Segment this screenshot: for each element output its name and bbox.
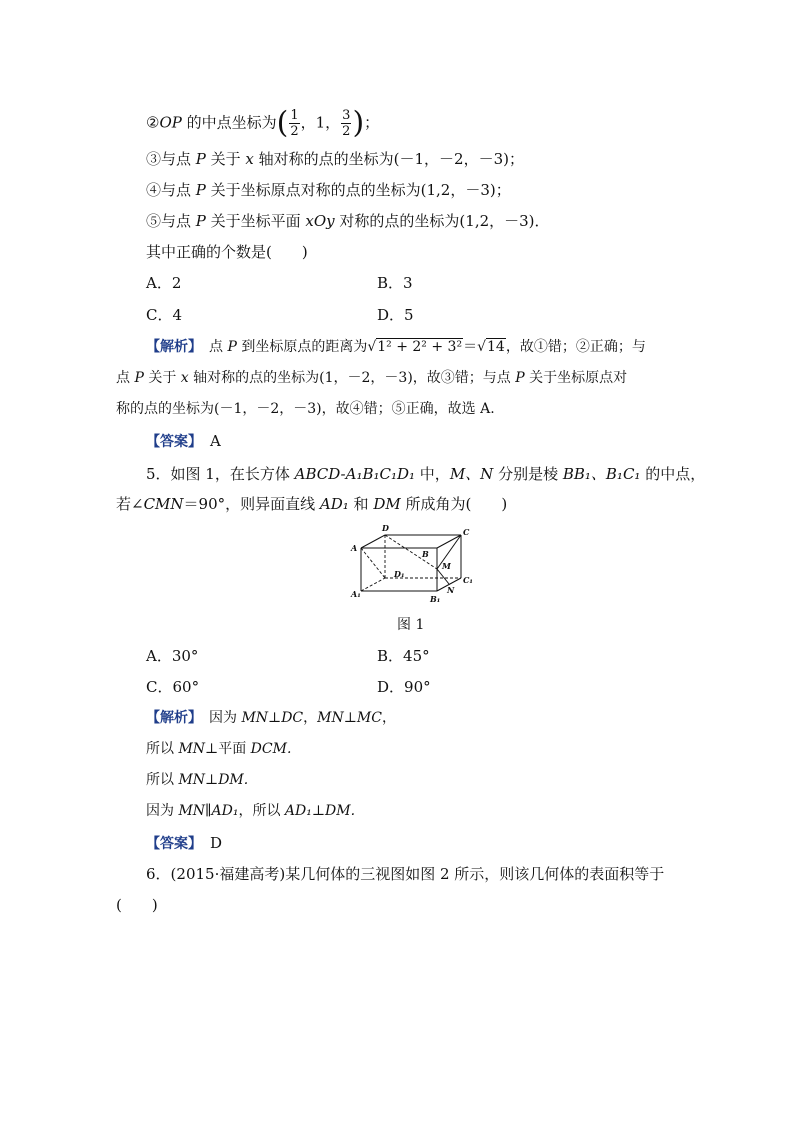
text: 轴对称的点的坐标为(－1，－2，－3)； bbox=[253, 150, 524, 168]
text: 的中点， bbox=[640, 465, 706, 483]
right-paren: ) bbox=[352, 105, 365, 141]
var-edges: BB₁、B₁C₁ bbox=[562, 465, 641, 483]
text: 到坐标原点的距离为 bbox=[236, 339, 368, 355]
q5-option-a: A．30° bbox=[146, 647, 199, 665]
q4-analysis-line-1 bbox=[146, 337, 646, 357]
var-P: P bbox=[515, 370, 525, 386]
text: 5．如图 1，在长方体 bbox=[146, 465, 295, 483]
label-A1: A₁ bbox=[351, 589, 361, 599]
text: ，故①错；②正确；与 bbox=[505, 339, 646, 355]
text: 若∠ bbox=[116, 495, 144, 513]
text: 因为 bbox=[195, 710, 242, 726]
expr: MN⊥MC bbox=[317, 710, 382, 726]
text: ④与点 bbox=[146, 181, 196, 199]
text: ，1， bbox=[300, 113, 341, 132]
text: 中， bbox=[415, 465, 450, 483]
q5-stem-line-1 bbox=[146, 464, 705, 484]
radicand: 14 bbox=[487, 339, 505, 355]
var-P: P bbox=[195, 150, 206, 168]
text: 关于坐标平面 bbox=[205, 212, 306, 230]
q5-analysis-line-4 bbox=[146, 801, 355, 821]
q6-stem-line-1: 6．(2015·福建高考)某几何体的三视图如图 2 所示，则该几何体的表面积等于 bbox=[146, 865, 665, 883]
var-cuboid: ABCD-A₁B₁C₁D₁ bbox=[294, 465, 416, 483]
sqrt-14: √14 bbox=[477, 339, 505, 355]
segment-DM bbox=[385, 535, 437, 569]
text: 所成角为( ) bbox=[400, 495, 508, 513]
var-x: x bbox=[245, 150, 254, 168]
denominator: 2 bbox=[290, 124, 299, 139]
edge-A1D1 bbox=[361, 578, 385, 591]
text: 分别是棱 bbox=[493, 465, 563, 483]
var-OP: OP bbox=[159, 113, 182, 132]
segment-AD1 bbox=[361, 548, 385, 578]
analysis-tag: 【解析】 bbox=[146, 339, 195, 355]
fraction-three-halves bbox=[341, 108, 351, 139]
var-P: P bbox=[134, 370, 144, 386]
text: 对称的点的坐标为(1,2，－3)． bbox=[334, 212, 550, 230]
q4-statement-5 bbox=[146, 211, 550, 231]
text: 和 bbox=[348, 495, 374, 513]
expr: MN bbox=[178, 741, 206, 757]
text: 关于坐标原点对 bbox=[524, 370, 628, 386]
numerator: 3 bbox=[342, 108, 351, 123]
edge-AD bbox=[361, 535, 385, 548]
label-B: B bbox=[422, 549, 429, 559]
answer-value: A bbox=[195, 432, 221, 450]
text: 因为 bbox=[146, 803, 179, 819]
answer-tag: 【答案】 bbox=[146, 434, 195, 450]
circled-2: ② bbox=[146, 113, 160, 132]
q4-analysis-line-3: 称的点的坐标为(－1，－2，－3)，故④错；⑤正确，故选 A. bbox=[116, 401, 495, 417]
fraction-half bbox=[289, 108, 299, 139]
q4-statement-4 bbox=[146, 180, 511, 200]
text: 的中点坐标为 bbox=[181, 113, 277, 132]
text: 所以 bbox=[146, 772, 179, 788]
q4-analysis-line-2 bbox=[116, 368, 627, 388]
label-C1: C₁ bbox=[463, 575, 473, 585]
expr: AD₁⊥DM. bbox=[284, 803, 356, 819]
q4-question: 其中正确的个数是( ) bbox=[146, 243, 308, 261]
equals: ＝ bbox=[463, 339, 478, 355]
label-N: N bbox=[447, 585, 455, 595]
q4-answer bbox=[146, 431, 221, 452]
text: ； bbox=[364, 113, 380, 132]
q5-option-b: B．45° bbox=[377, 647, 430, 665]
q5-option-c: C．60° bbox=[146, 678, 200, 696]
label-C: C bbox=[463, 527, 470, 537]
text: 关于 bbox=[205, 150, 246, 168]
left-paren: ( bbox=[276, 105, 289, 141]
text: 所以 bbox=[146, 741, 179, 757]
var-P: P bbox=[227, 339, 237, 355]
text: ③与点 bbox=[146, 150, 196, 168]
numerator: 1 bbox=[290, 108, 299, 123]
sqrt-expression: √1² + 2² + 3² bbox=[367, 339, 463, 355]
analysis-tag: 【解析】 bbox=[146, 710, 195, 726]
text: ＝90°，则异面直线 bbox=[183, 495, 320, 513]
text: ，所以 bbox=[238, 803, 285, 819]
var-x: x bbox=[180, 370, 189, 386]
q5-analysis-line-1 bbox=[146, 708, 396, 728]
text: ， bbox=[303, 710, 318, 726]
denominator: 2 bbox=[342, 124, 351, 139]
label-M: M bbox=[442, 561, 451, 571]
expr: MN∥AD₁ bbox=[178, 803, 239, 819]
label-D: D bbox=[382, 523, 389, 533]
edge-CB bbox=[437, 535, 461, 548]
label-D1: D₁ bbox=[394, 569, 405, 579]
figure-1-cuboid bbox=[345, 521, 480, 608]
q4-option-a: A．2 bbox=[146, 274, 182, 292]
text: ⑤与点 bbox=[146, 212, 196, 230]
text: ， bbox=[381, 710, 396, 726]
text: 关于坐标原点对称的点的坐标为(1,2，－3)； bbox=[205, 181, 511, 199]
expr: MN⊥DM. bbox=[178, 772, 249, 788]
label-A: A bbox=[351, 543, 358, 553]
q5-analysis-line-3 bbox=[146, 770, 248, 790]
q5-analysis-line-2 bbox=[146, 739, 291, 759]
radicand: 1² + 2² + 3² bbox=[377, 339, 463, 355]
q4-option-d: D．5 bbox=[377, 306, 414, 324]
expr: MN⊥DC bbox=[241, 710, 304, 726]
q6-stem-line-2: ( ) bbox=[116, 896, 158, 914]
var-CMN: CMN bbox=[143, 495, 184, 513]
q4-statement-3 bbox=[146, 149, 524, 169]
q5-answer bbox=[146, 833, 222, 854]
var-P: P bbox=[195, 212, 206, 230]
text: 点 bbox=[116, 370, 135, 386]
text: ⊥平面 bbox=[205, 741, 251, 757]
answer-tag: 【答案】 bbox=[146, 836, 195, 852]
q4-option-c: C．4 bbox=[146, 306, 183, 324]
var-DM: DM bbox=[373, 495, 401, 513]
q4-statement-2 bbox=[146, 105, 380, 141]
text: 轴对称的点的坐标为(1，－2，－3)，故③错；与点 bbox=[188, 370, 516, 386]
answer-value: D bbox=[195, 834, 223, 852]
expr: DCM. bbox=[250, 741, 292, 757]
segment-MN bbox=[437, 569, 449, 584]
var-P: P bbox=[195, 181, 206, 199]
text: 点 bbox=[195, 339, 228, 355]
q4-option-b: B．3 bbox=[377, 274, 413, 292]
text: 关于 bbox=[143, 370, 181, 386]
var-xOy: xOy bbox=[305, 212, 335, 230]
label-B1: B₁ bbox=[430, 594, 441, 604]
q5-option-d: D．90° bbox=[377, 678, 431, 696]
q5-stem-line-2 bbox=[116, 494, 507, 514]
figure-1-caption: 图 1 bbox=[397, 617, 425, 633]
var-MN: M、N bbox=[449, 465, 494, 483]
var-AD1: AD₁ bbox=[319, 495, 349, 513]
